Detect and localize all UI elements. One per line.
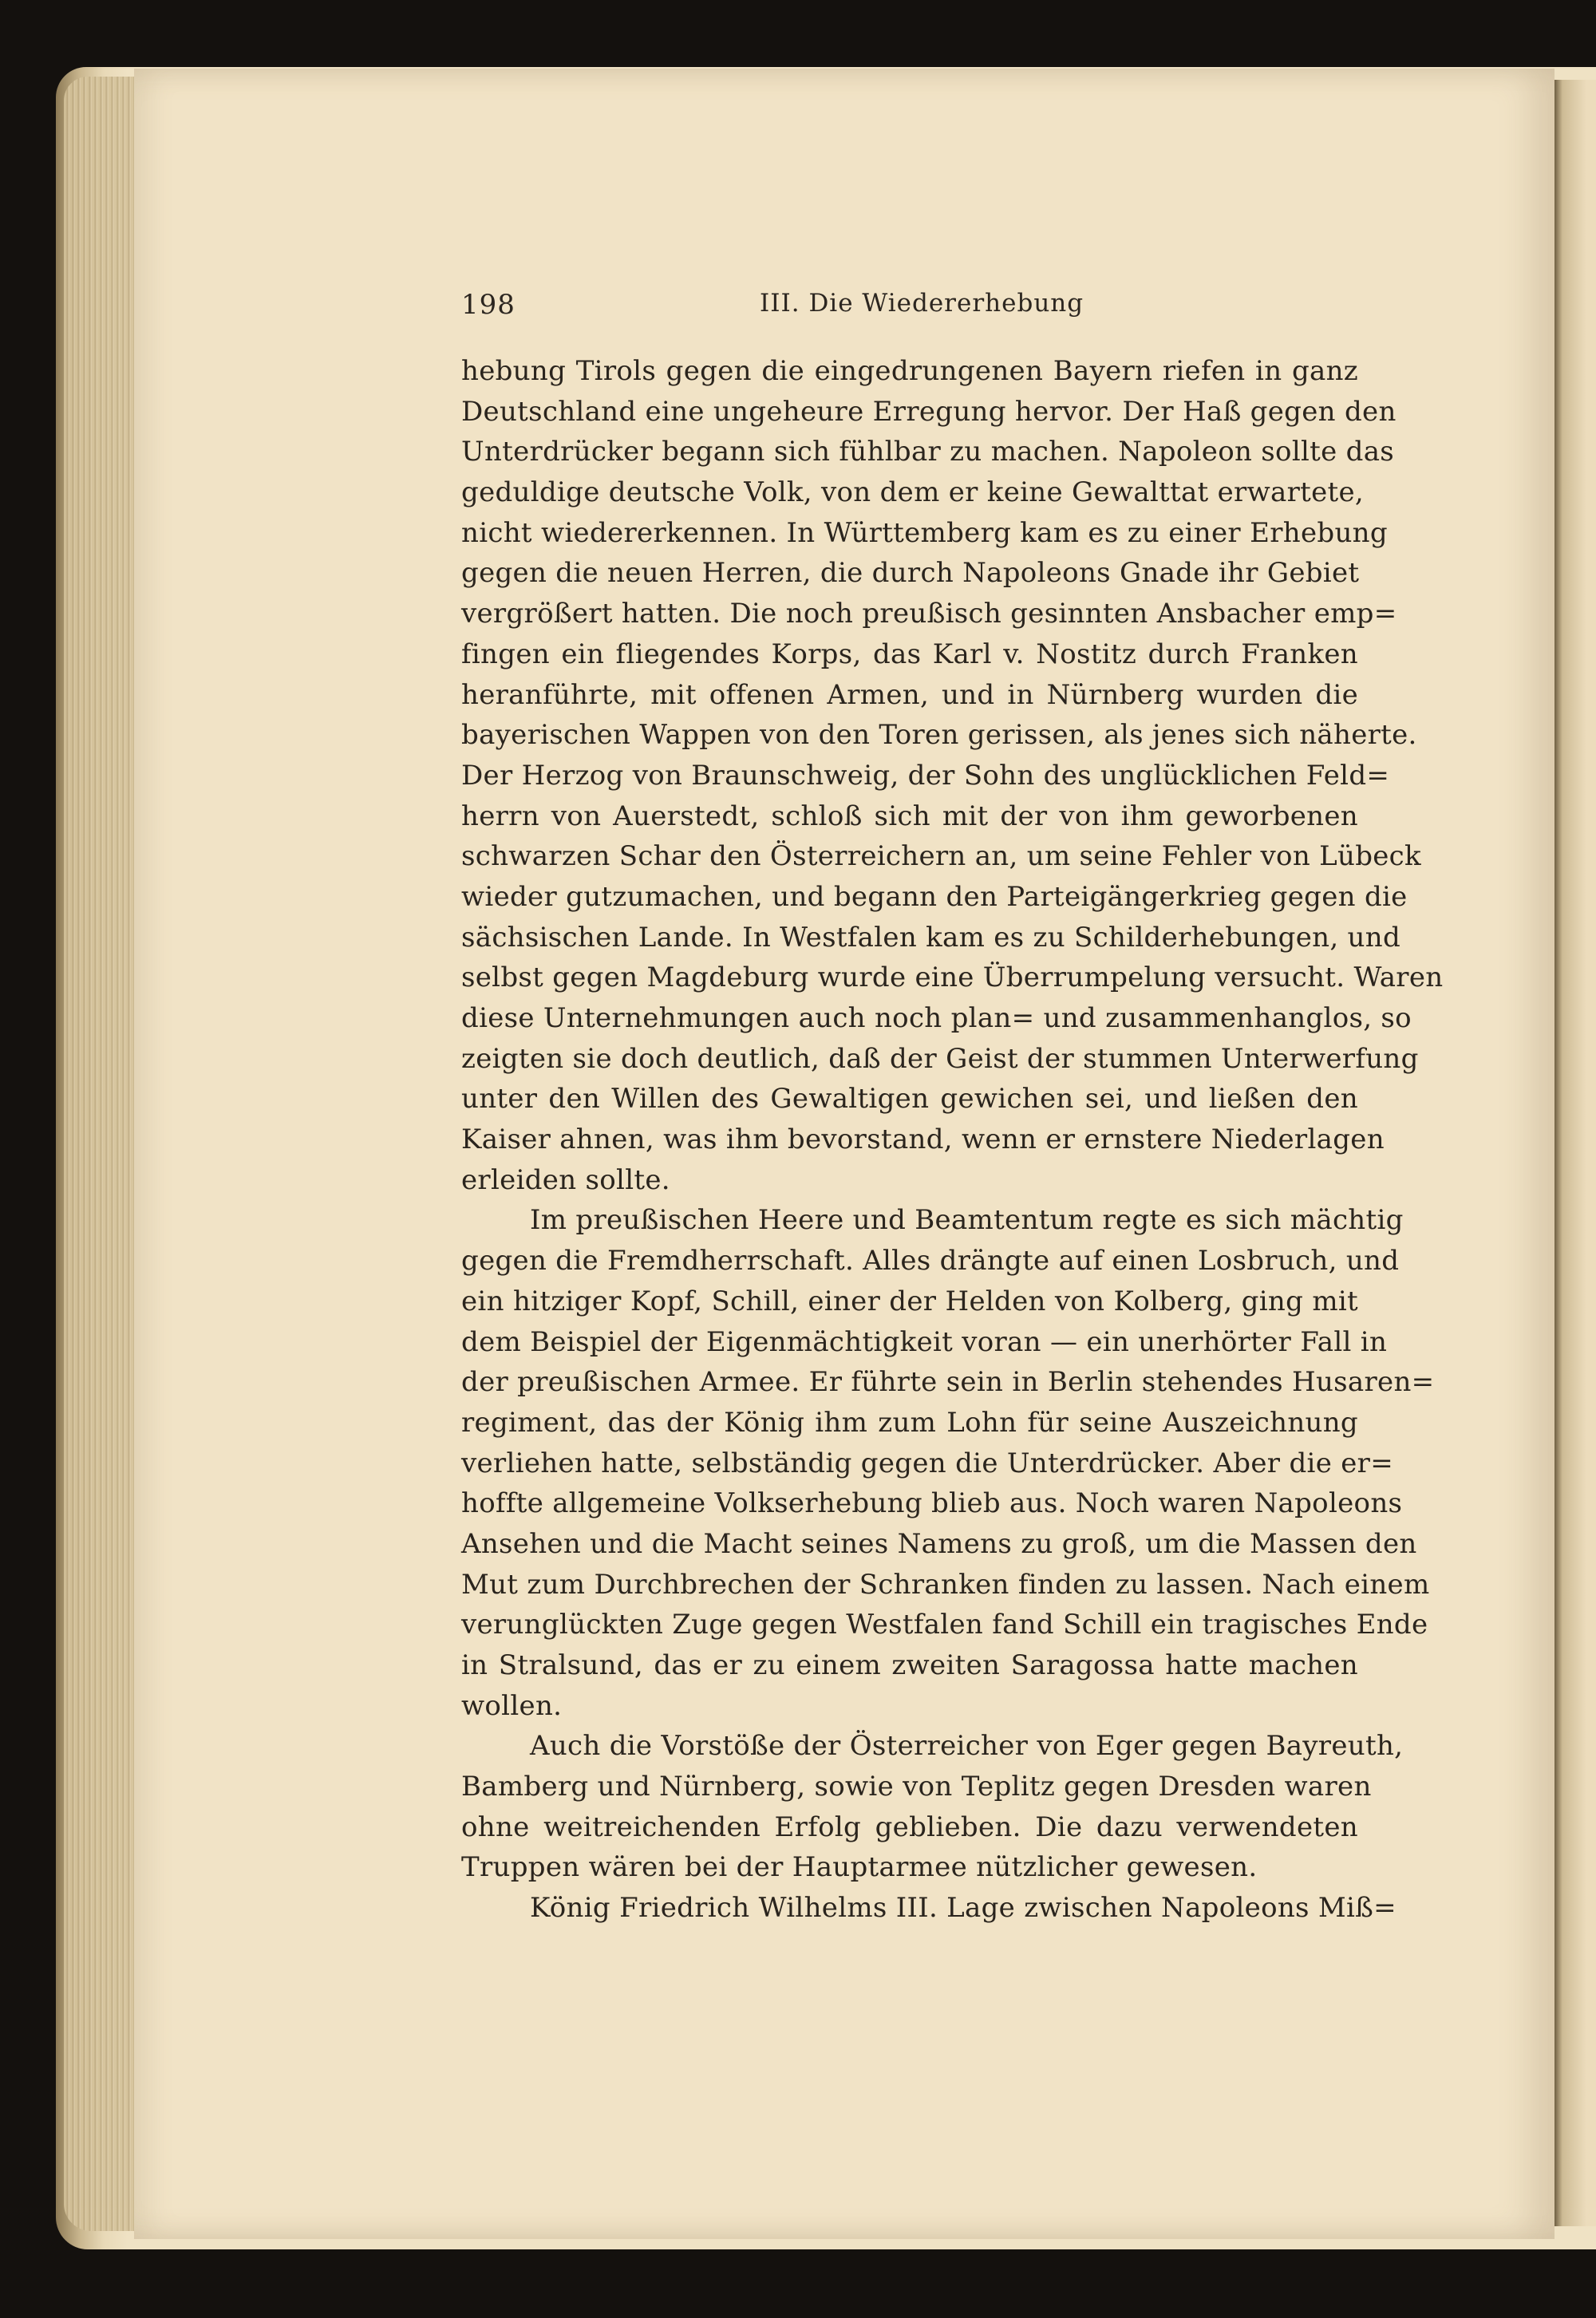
paragraph xyxy=(461,1726,1404,1888)
text-line: ohne weitreichenden Erfolg geblieben. Die dazu verwendeten xyxy=(461,1811,1358,1843)
text-line: selbst gegen Magdeburg wurde eine Überrumpelung versucht. Waren xyxy=(461,962,1444,994)
text-line: der preußischen Armee. Er führte sein in Berlin stehendes Husaren= xyxy=(461,1366,1435,1399)
text-line: verliehen hatte, selbständig gegen die Unterdrücker. Aber die er= xyxy=(461,1447,1393,1479)
text-line: Kaiser ahnen, was ihm bevorstand, wenn er ernstere Niederlagen xyxy=(461,1123,1385,1156)
text-line: gegen die Fremdherrschaft. Alles drängte auf einen Losbruch, und xyxy=(461,1245,1400,1277)
text-line: zeigten sie doch deutlich, daß der Geist der stummen Unterwerfung xyxy=(461,1042,1419,1075)
text-line: fingen ein fliegendes Korps, das Karl v. Nostitz durch Franken xyxy=(461,638,1358,670)
facing-page-edge xyxy=(1555,80,1596,2226)
text-line: Unterdrücker begann sich fühlbar zu machen. Napoleon sollte das xyxy=(461,436,1395,468)
text-line: heranführte, mit offenen Armen, und in Nürnberg wurden die xyxy=(461,678,1358,711)
text-line: ein hitziger Kopf, Schill, einer der Helden von Kolberg, ging mit xyxy=(461,1285,1358,1317)
running-head: III. Die Wiedererhebung xyxy=(760,289,1084,318)
text-line: Deutschland eine ungeheure Erregung hervor. Der Haß gegen den xyxy=(461,395,1396,428)
text-line: bayerischen Wappen von den Toren gerissen, als jenes sich näherte. xyxy=(461,719,1417,752)
text-line: Auch die Vorstöße der Österreicher von Eger gegen Bayreuth, xyxy=(530,1730,1404,1763)
text-line: Der Herzog von Braunschweig, der Sohn des unglücklichen Feld= xyxy=(461,759,1390,792)
text-line: König Friedrich Wilhelms III. Lage zwischen Napoleons Miß= xyxy=(530,1892,1396,1925)
text-line: Mut zum Durchbrechen der Schranken finden zu lassen. Nach einem xyxy=(461,1568,1430,1601)
text-line: regiment, das der König ihm zum Lohn für seine Auszeichnung xyxy=(461,1406,1358,1439)
text-line: erleiden sollte. xyxy=(461,1163,670,1196)
body-text xyxy=(461,351,1444,1929)
text-line: hoffte allgemeine Volkserhebung blieb aus. Noch waren Napoleons xyxy=(461,1487,1403,1520)
text-line: herrn von Auerstedt, schloß sich mit der von ihm geworbenen xyxy=(461,800,1358,832)
paragraph xyxy=(461,351,1444,1200)
paragraph xyxy=(461,1200,1435,1726)
text-line: geduldige deutsche Volk, von dem er keine Gewalttat erwartete, xyxy=(461,476,1365,509)
page-number: 198 xyxy=(461,289,516,321)
text-line: Truppen wären bei der Hauptarmee nützlicher gewesen. xyxy=(461,1851,1258,1884)
text-line: in Stralsund, das er zu einem zweiten Saragossa hatte machen xyxy=(461,1649,1358,1681)
paragraph xyxy=(461,1888,1396,1929)
text-line: unter den Willen des Gewaltigen gewichen sei, und ließen den xyxy=(461,1083,1358,1116)
page-header xyxy=(461,289,1371,329)
text-line: hebung Tirols gegen die eingedrungenen Bayern riefen in ganz xyxy=(461,355,1358,387)
text-line: verunglückten Zuge gegen Westfalen fand Schill ein tragisches Ende xyxy=(461,1609,1428,1641)
text-line: Im preußischen Heere und Beamtentum regte es sich mächtig xyxy=(530,1204,1404,1237)
text-line: sächsischen Lande. In Westfalen kam es zu Schilderhebungen, und xyxy=(461,921,1401,954)
text-line: wieder gutzumachen, und begann den Parteigängerkrieg gegen die xyxy=(461,880,1408,913)
text-line: dem Beispiel der Eigenmächtigkeit voran — ein unerhörter Fall in xyxy=(461,1325,1388,1358)
text-line: schwarzen Schar den Österreichern an, um seine Fehler von Lübeck xyxy=(461,840,1421,873)
text-line: vergrößert hatten. Die noch preußisch gesinnten Ansbacher emp= xyxy=(461,598,1397,630)
text-line: gegen die neuen Herren, die durch Napoleons Gnade ihr Gebiet xyxy=(461,557,1360,590)
text-line: nicht wiedererkennen. In Württemberg kam es zu einer Erhebung xyxy=(461,516,1388,549)
text-line: Bamberg und Nürnberg, sowie von Teplitz gegen Dresden waren xyxy=(461,1771,1372,1803)
text-line: Ansehen und die Macht seines Namens zu groß, um die Massen den xyxy=(461,1527,1417,1560)
text-line: wollen. xyxy=(461,1689,563,1722)
text-line: diese Unternehmungen auch noch plan= und zusammenhanglos, so xyxy=(461,1002,1412,1034)
